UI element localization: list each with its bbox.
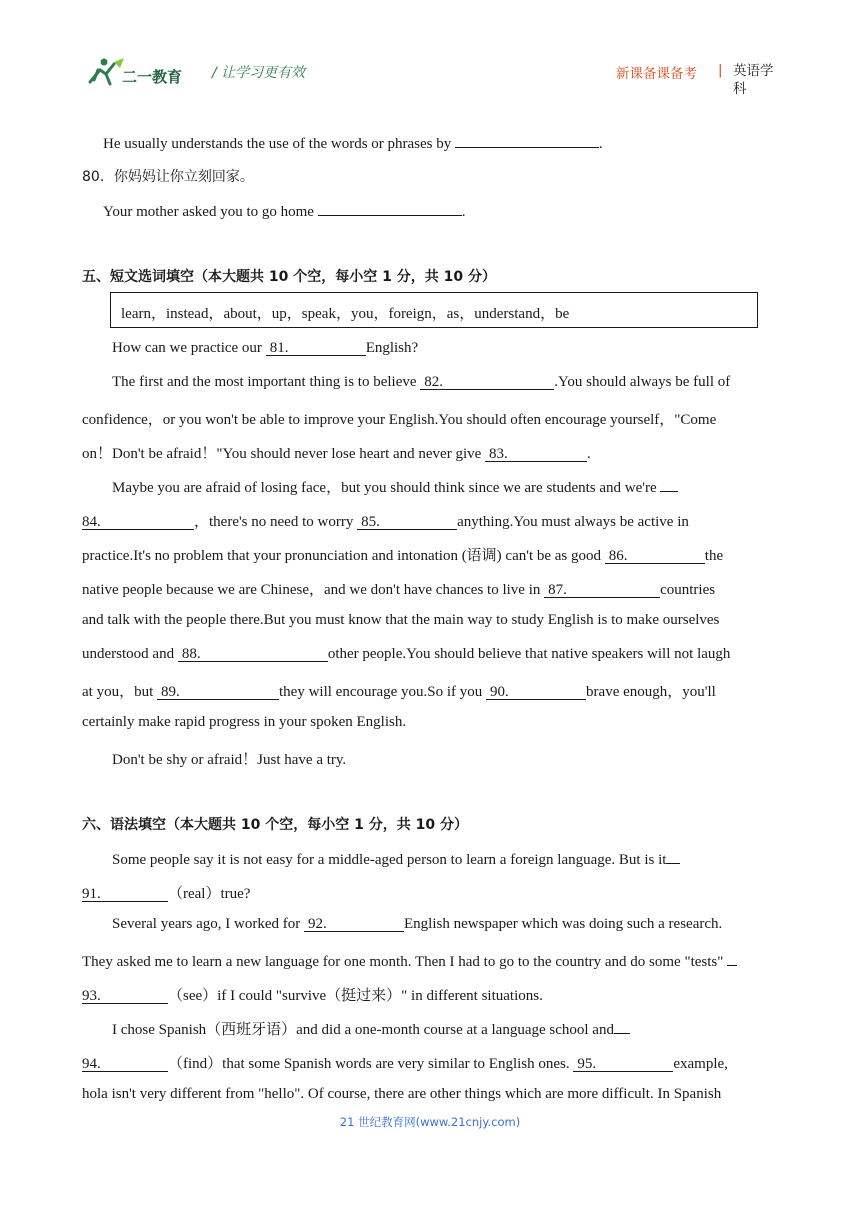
blank-86[interactable]: 86. bbox=[605, 548, 705, 564]
blank-94[interactable]: 94. bbox=[82, 1056, 168, 1072]
passage-line: Some people say it is not easy for a middle-aged person to learn a foreign language. But is it bbox=[112, 848, 812, 869]
passage-line: on！Don't be afraid！"You should never lose heart and never give 83. . bbox=[82, 446, 591, 462]
passage-line: and talk with the people there.But you must know that the main way to study English is to make ourselves bbox=[82, 612, 720, 628]
answer-blank[interactable] bbox=[455, 132, 599, 148]
passage-line: understood and 88. other people.You should believe that native speakers will not laugh bbox=[82, 646, 731, 662]
passage-line: 84. ，there's no need to worry 85. anything.You must always be active in bbox=[82, 514, 689, 530]
passage-line: Don't be shy or afraid！Just have a try. bbox=[112, 752, 347, 768]
slogan: / 让学习更有效 bbox=[212, 65, 306, 81]
logo-runner-icon bbox=[84, 56, 194, 90]
passage-line: 91. （real）true? bbox=[82, 886, 251, 902]
blank-93[interactable]: 93. bbox=[82, 988, 168, 1004]
passage-line: 93. （see）if I could "survive（挺过来）" in different situations. bbox=[82, 988, 543, 1004]
word-bank-box bbox=[110, 292, 758, 328]
footer-link[interactable]: 21 世纪教育网(www.21cnjy.com) bbox=[339, 1115, 521, 1129]
blank-90[interactable]: 90. bbox=[486, 684, 586, 700]
blank-91-start[interactable] bbox=[666, 848, 680, 864]
question-80: 80．你妈妈让你立刻回家。 bbox=[82, 169, 254, 185]
passage-line: They asked me to learn a new language for one month. Then I had to go to the country and do some "tests" bbox=[82, 950, 782, 971]
passage-line: hola isn't very different from "hello". Of course, there are other things which are more difficult. In Spanish bbox=[82, 1086, 722, 1102]
blank-92[interactable]: 92. bbox=[304, 916, 404, 932]
passage-line: Maybe you are afraid of losing face，but you should think since we are students and we're bbox=[112, 476, 812, 497]
blank-87[interactable]: 87. bbox=[544, 582, 660, 598]
blank-81[interactable]: 81. bbox=[266, 340, 366, 356]
header-tagline: 新课备课备考 bbox=[616, 66, 697, 82]
blank-84[interactable]: 84. bbox=[82, 514, 194, 530]
blank-89[interactable]: 89. bbox=[157, 684, 279, 700]
sentence-line: Your mother asked you to go home . bbox=[103, 200, 803, 221]
blank-83[interactable]: 83. bbox=[485, 446, 587, 462]
blank-95[interactable]: 95. bbox=[573, 1056, 673, 1072]
header-separator: | bbox=[718, 62, 723, 78]
passage-line: at you，but 89. they will encourage you.So if you 90. brave enough，you'll bbox=[82, 684, 716, 700]
section6-heading: 六、语法填空（本大题共 10 个空，每小空 1 分，共 10 分） bbox=[82, 817, 468, 833]
section5-heading: 五、短文选词填空（本大题共 10 个空，每小空 1 分，共 10 分） bbox=[82, 269, 496, 285]
passage-line: native people because we are Chinese，and we don't have chances to live in 87. countries bbox=[82, 582, 716, 598]
passage-line: Several years ago, I worked for 92. English newspaper which was doing such a research. bbox=[112, 916, 723, 932]
header-subject: 英语学科 bbox=[733, 63, 774, 97]
passage-line: I chose Spanish（西班牙语）and did a one-month course at a language school and bbox=[112, 1018, 812, 1039]
blank-85[interactable]: 85. bbox=[357, 514, 457, 530]
answer-blank[interactable] bbox=[318, 200, 462, 216]
sentence-line: He usually understands the use of the words or phrases by . bbox=[103, 132, 803, 153]
blank-93-start[interactable] bbox=[727, 950, 737, 966]
passage-line: The first and the most important thing is to believe 82. .You should always be full of bbox=[112, 374, 731, 390]
passage-line: How can we practice our 81. English? bbox=[112, 340, 419, 356]
word-bank: learn，instead，about，up，speak，you，foreign，as，understand，be bbox=[121, 306, 570, 322]
blank-88[interactable]: 88. bbox=[178, 646, 328, 662]
passage-line: practice.It's no problem that your pronunciation and intonation (语调) can't be as good 86. the bbox=[82, 548, 724, 564]
logo-text: 二一教育 bbox=[122, 68, 183, 86]
blank-84-start[interactable] bbox=[660, 476, 678, 492]
passage-line: certainly make rapid progress in your spoken English. bbox=[82, 714, 407, 730]
blank-91[interactable]: 91. bbox=[82, 886, 168, 902]
blank-82[interactable]: 82. bbox=[420, 374, 554, 390]
blank-94-start[interactable] bbox=[614, 1018, 630, 1034]
page-header bbox=[0, 0, 860, 110]
passage-line: 94. （find）that some Spanish words are very similar to English ones. 95. example, bbox=[82, 1056, 728, 1072]
passage-line: confidence，or you won't be able to improve your English.You should often encourage yourself，"Come bbox=[82, 412, 717, 428]
